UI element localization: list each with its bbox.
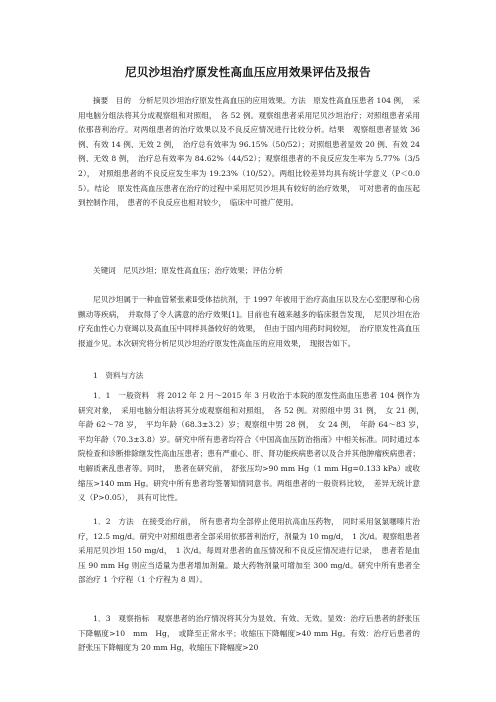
introduction-paragraph: 尼贝沙坦属于一种血管紧张素Ⅱ受体拮抗剂，于 1997 年被用于治疗高血压以及左心室肥厚和心房颤动等疾病， 并取得了令人满意的治疗效果[1]。目前也有越来越多的临床报告发现， 尼贝沙坦在治疗充血性心力衰竭以及高血压中同样具备较好的效果， 但由于国内用药时间较短， 治疗原发性高血压报道少见。本次研究将分析尼贝沙坦治疗原发性高血压的应用效果， 现报告如下。 <box>78 295 420 348</box>
subsection-1-1-general-data: 1．1 一般资料 将 2012 年 2 月～2015 年 3 月收治于本院的原发性高血压患者 104 例作为研究对象， 采用电脑分组法将其分成观察组和对照组， 各 52 例。对照组中男 31 例， 女 21 例， 年龄 62～78 岁， 平均年龄（68.3±3.2）岁；观察组中男 28 例， 女 24 例， 年龄 64～83 岁， 平均年龄（70.3±3.8）岁。研究中所有患者均符合《中国高血压防治指南》中相关标准。同时通过本院检查和诊断排除继发性高血压患者；患有严重心、肝、肾功能疾病患者以及合并其他肿瘤疾病患者；电解质紊乱患者等。同时， 患者在研究前， 舒张压均>90 mm Hg（1 mm Hg=0.133 kPa）或收缩压>140 mm Hg。研究中所有患者均签署知情同意书。两组患者的一般资料比较， 差异无统计意义（P>0.05）， 具有可比性。 <box>78 391 428 503</box>
article-title: 尼贝沙坦治疗原发性高血压应用效果评估及报告 <box>125 65 371 79</box>
abstract-paragraph: 摘要 目的 分析尼贝沙坦治疗原发性高血压的应用效果。方法 原发性高血压患者 104 例， 采用电脑分组法将其分成观察组和对照组， 各 52 例。观察组患者采用尼贝沙坦治疗；对照组患者采用依那普利治疗。对两组患者的治疗效果以及不良反应情况进行比较分析。结果 观察组患者显效 36 例、有效 14 例、无效 2 例， 治疗总有效率为 96.15%（50/52）；对照组患者显效 20 例、有效 24 例、无效 8 例， 治疗总有效率为 84.62%（44/52）；观察组患者的不良反应发生率为 5.77%（3/52）， 对照组患者的不良反应发生率为 19.23%（10/52）。两组比较差异均具有统计学意义（P＜0.05）。结论 原发性高血压患者在治疗的过程中采用尼贝沙坦具有较好的治疗效果， 可对患者的血压起到控制作用， 患者的不良反应也相对较少， 临床中可推广使用。 <box>78 96 420 208</box>
subsection-1-2-method: 1．2 方法 在接受治疗前， 所有患者均全部停止使用抗高血压药物， 同时采用氢氯噻嗪片治疗，12.5 mg/d。研究中对照组患者全部采用依那普利治疗，剂量为 10 mg/d， 1 次/d。观察组患者采用尼贝沙坦 150 mg/d， 1 次/d。每周对患者的血压情况和不良反应情况进行记录， 患者若是血压 90 mm Hg 则应当适量为患者增加剂量。最大药物剂量可增加至 300 mg/d。研究中所有患者全部治疗 1 个疗程（1 个疗程为 8 周）。 <box>78 517 420 585</box>
keywords-line: 关键词 尼贝沙坦；原发性高血压；治疗效果；评估分析 <box>93 266 283 275</box>
subsection-1-3-indicators: 1．3 观察指标 观察患者的治疗情况将其分为显效、有效、无效。显效：治疗后患者的舒张压下降幅度>10 mm Hg， 或降至正常水平；收缩压下降幅度>40 mm Hg。有效：治疗后患者的舒张压下降幅度为 20 mm Hg，收缩压下降幅度>20 <box>78 614 420 653</box>
section-heading-1: 1 资料与方法 <box>93 371 144 380</box>
